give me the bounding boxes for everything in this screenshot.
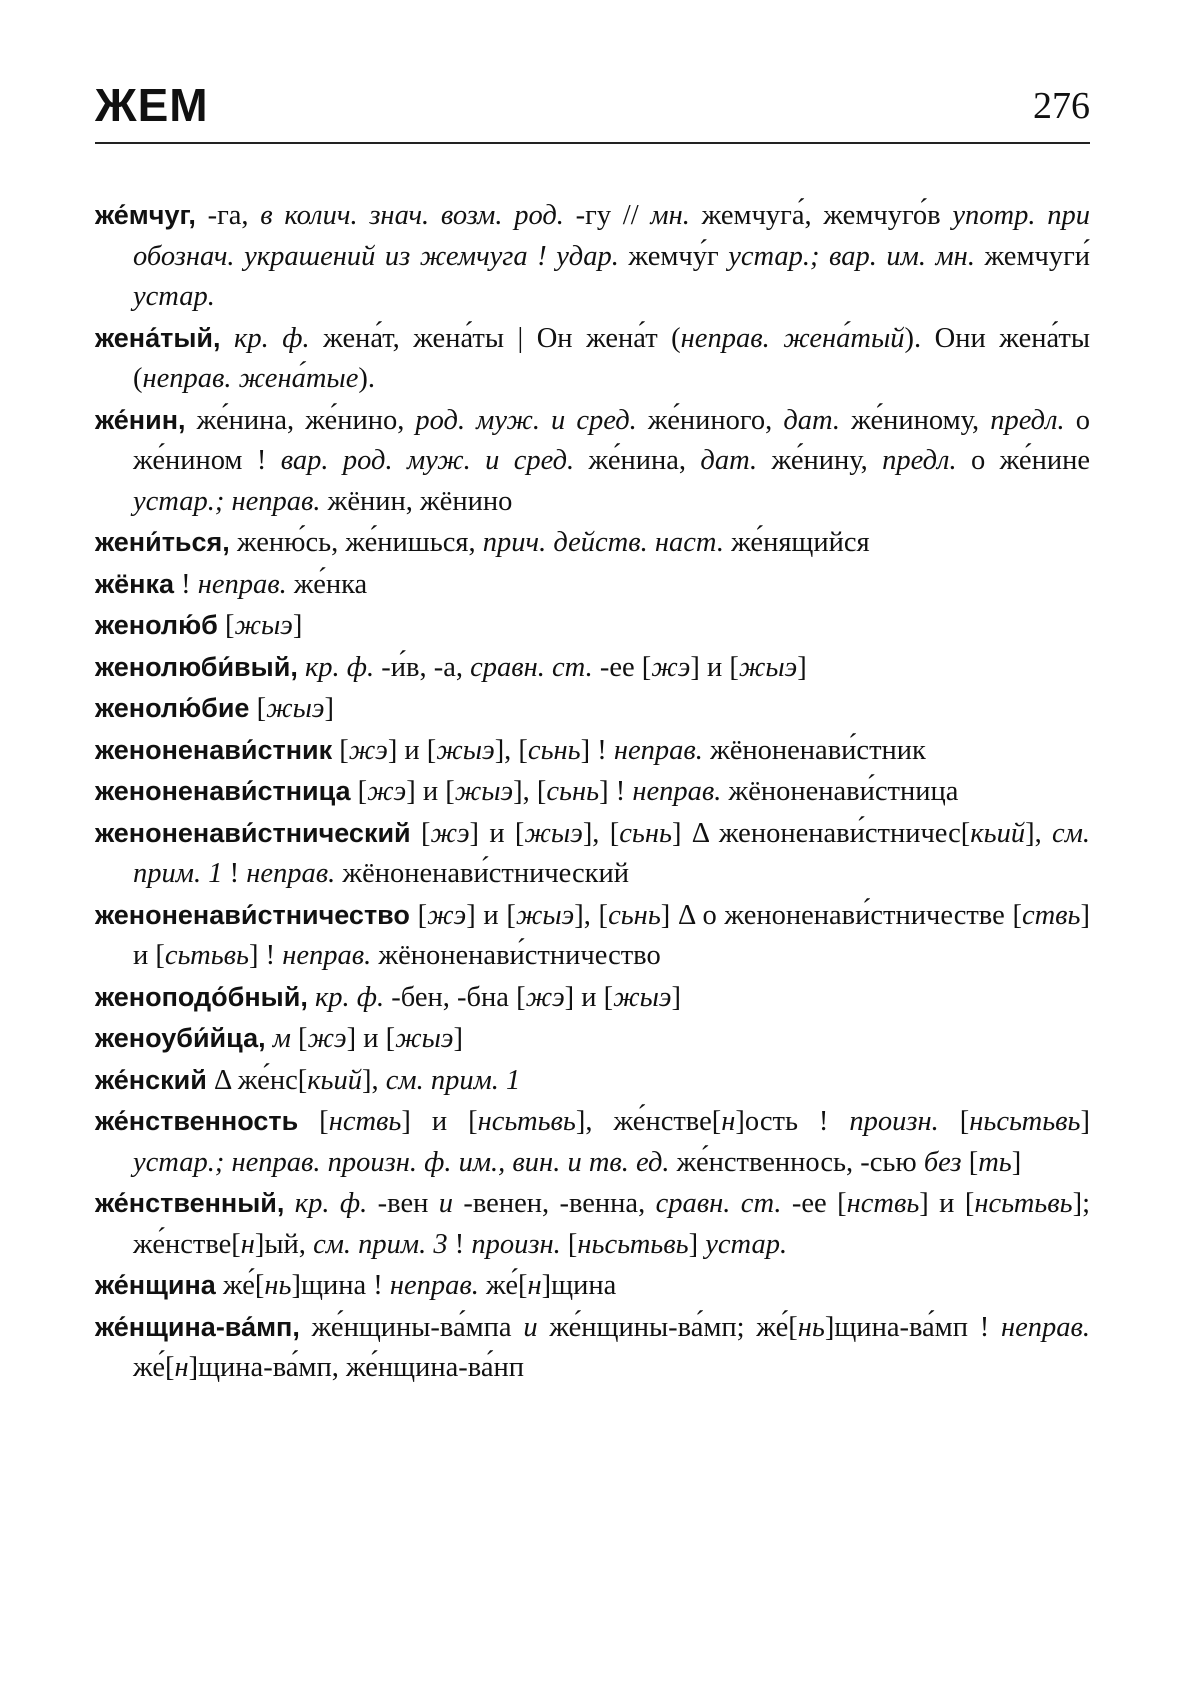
entry-label: неправ. [197, 568, 287, 600]
entry-text: [ [298, 1106, 329, 1137]
entry-text: ] и [ [401, 1106, 478, 1137]
entry-text: о же́нином ! [133, 404, 1091, 476]
entry-text: ] и [ [919, 1188, 975, 1219]
entry-label: м [272, 1023, 291, 1054]
entry-label: неправ. [632, 776, 722, 807]
entry-text: же́нина, [574, 445, 701, 476]
entry-label: жыэ [234, 610, 293, 641]
entry-text: ]щина-ва́мп, же́нщина-ва́нп [188, 1352, 524, 1383]
entry-text: же́ниному, [840, 404, 991, 436]
entry-text: жёнин, жёнино [320, 485, 513, 517]
entry-text: ] [688, 1228, 706, 1260]
entry-text: [ [332, 734, 349, 766]
entry-label: жэ [651, 651, 691, 683]
entry-text: ! [174, 568, 198, 600]
entry-headword: же́нственный, [95, 1188, 285, 1218]
entry-text: [ [217, 610, 235, 641]
entry-label: вар. род. муж. и сред. [280, 445, 575, 476]
entry-text: ] [453, 1023, 463, 1054]
dictionary-entry [95, 1183, 1090, 1265]
entry-label: предл. [990, 404, 1065, 436]
entry-label: кр. ф. [234, 322, 310, 354]
entry-text: же́[ [478, 1270, 528, 1301]
entry-text: ]щина-ва́мп ! [824, 1311, 1001, 1343]
entry-label: ньсьтьвь [577, 1228, 689, 1260]
entry-label: сьнь [527, 734, 581, 766]
entry-headword: женоненави́стнический [95, 817, 411, 848]
entry-text: -га, [195, 200, 261, 231]
dictionary-entry [95, 730, 1090, 772]
entry-headword: женоненави́стница [95, 776, 351, 806]
dictionary-entry [95, 895, 1090, 977]
entry-label: ть [978, 1146, 1012, 1178]
entry-text: -и́в, -а, [374, 651, 471, 683]
entry-text [308, 982, 315, 1013]
entry-label: ньсьтьвь [969, 1106, 1081, 1137]
entry-label: дат. [783, 404, 841, 436]
entry-headword: женоненави́стничество [95, 899, 410, 930]
entry-label: ствь [1021, 899, 1081, 931]
entry-text: ] и [ [387, 734, 437, 766]
entry-headword: жена́тый, [95, 322, 221, 353]
entry-text: -вен [367, 1188, 439, 1219]
page-number: 276 [1033, 85, 1090, 127]
entry-text: ] ! [580, 734, 614, 766]
entry-label: произн. [849, 1106, 939, 1137]
entry-headword: же́мчуг, [95, 200, 196, 230]
entry-text: же́ниного, [636, 404, 784, 436]
entry-label: жэ [367, 776, 407, 807]
entry-text: ], [ [574, 899, 609, 931]
entry-label: нсьтьвь [974, 1188, 1073, 1219]
entry-text: же́нящийся [723, 527, 870, 558]
entry-text: же́нщины-ва́мп; же́[ [537, 1311, 798, 1343]
entry-label: предл. [882, 445, 957, 476]
entry-text: [ [409, 899, 428, 931]
entry-text: же́[ [133, 1352, 175, 1383]
entry-text: ], [ [513, 776, 547, 807]
entry-text: же́нственнось, -сью [669, 1146, 924, 1178]
entry-label: кр. ф. [304, 651, 375, 683]
running-head [95, 78, 1090, 140]
entry-label: нь [264, 1270, 292, 1301]
entry-label: произн. [471, 1228, 561, 1260]
entry-text: [ [961, 1146, 979, 1178]
entry-text: ] и [ [690, 651, 739, 683]
entry-text: -бен, -бна [ [384, 981, 526, 1013]
entry-text [266, 1023, 273, 1054]
entry-text: ] Δ о женоненави́стничестве [ [660, 899, 1022, 931]
dictionary-entry [95, 647, 1090, 689]
dictionary-entry [95, 1018, 1090, 1060]
entry-label: жыэ [613, 981, 672, 1013]
entry-text: ], [ [582, 817, 620, 849]
entry-label: кьий [970, 817, 1026, 849]
entry-text: же́нину, [757, 445, 883, 476]
entry-label: н [527, 1270, 542, 1301]
entry-text: о же́нине [956, 445, 1090, 476]
entry-text: ! [222, 858, 247, 889]
entry-label: н [240, 1228, 255, 1260]
dictionary-entry [95, 1307, 1090, 1389]
dictionary-entries [95, 195, 1090, 1389]
entry-text: жена́т, жена́ты | Он жена́т ( [309, 322, 681, 354]
entry-label: устар.; вар. им. мн. [728, 240, 975, 272]
header-rule [95, 142, 1090, 144]
entry-text: жемчуга́, жемчуго́в [689, 200, 953, 231]
dictionary-entry [95, 605, 1090, 647]
entry-text: ] и [ [406, 776, 455, 807]
entry-label: неправ. [389, 1270, 479, 1301]
dictionary-entry [95, 1101, 1090, 1183]
entry-text: ] ! [249, 940, 283, 971]
entry-label: см. прим. 1 [133, 817, 1091, 889]
dictionary-entry [95, 318, 1090, 400]
entry-label: жэ [525, 981, 565, 1013]
entry-headword: женолю́бие [95, 693, 250, 723]
entry-text: [ [249, 693, 267, 724]
entry-label: неправ. [246, 858, 336, 889]
entry-text: жёноненави́стница [721, 776, 959, 807]
entry-text: ! [447, 1228, 472, 1260]
entry-text: жёноненави́стник [702, 734, 926, 766]
entry-label: сравн. ст. [470, 651, 593, 683]
entry-headword: женоненави́стник [95, 734, 333, 765]
entry-headword: же́нин, [95, 404, 186, 435]
entry-text: [ [350, 776, 368, 807]
dictionary-entry [95, 771, 1090, 813]
entry-label: нь [797, 1311, 825, 1343]
entry-label: сьтьвь [164, 940, 250, 971]
entry-text: ] Δ женоненави́стничес[ [671, 817, 971, 849]
entry-label: жыэ [515, 899, 575, 931]
entry-label: неправ. жена́тый [680, 322, 905, 354]
dictionary-entry [95, 400, 1090, 523]
entry-text: ] [292, 610, 303, 641]
dictionary-entry [95, 564, 1090, 606]
entry-label: мн. [650, 200, 690, 231]
entry-text: ] [671, 981, 682, 1013]
entry-headword: женоуби́йца, [95, 1023, 266, 1053]
entry-text [284, 1188, 294, 1219]
entry-headword: же́нский [95, 1064, 207, 1095]
entry-label: жыэ [395, 1023, 454, 1054]
entry-label: н [721, 1106, 736, 1137]
entry-text: Δ же́нс[ [206, 1064, 308, 1096]
entry-text: жёноненави́стнический [335, 858, 630, 889]
entry-text: ). [358, 363, 375, 394]
entry-text: ] и [ [346, 1023, 396, 1054]
entry-text: же́нщины-ва́мпа [299, 1311, 524, 1343]
entry-headword: же́нственность [95, 1106, 299, 1136]
entry-text: ] [797, 651, 807, 683]
entry-headword: женолюби́вый, [95, 651, 298, 682]
entry-text: -гу // [563, 200, 651, 231]
entry-label: устар. [705, 1228, 788, 1260]
entry-label: н [174, 1352, 189, 1383]
entry-text: [ [410, 817, 431, 849]
entry-label: устар.; неправ. произн. ф. им., вин. и тв. ед. [133, 1146, 670, 1178]
entry-text: ]щина ! [291, 1270, 390, 1301]
entry-label: без [923, 1146, 962, 1178]
dictionary-entry [95, 1265, 1090, 1307]
entry-label: неправ. [282, 940, 372, 971]
entry-label: жэ [348, 734, 388, 766]
entry-label: прич. действ. наст. [482, 527, 724, 558]
entry-headword: женоподо́бный, [95, 981, 308, 1012]
entry-text: женю́сь, же́нишься, [229, 527, 483, 558]
entry-text [298, 652, 305, 683]
entry-label: кр. ф. [314, 981, 385, 1013]
entry-label: жэ [307, 1023, 347, 1054]
entry-text: ). Они жена́ты ( [133, 322, 1091, 394]
entry-headword: женолю́б [95, 610, 218, 640]
entry-text: ], же́нстве[ [575, 1106, 722, 1137]
running-head-word: ЖЕМ [95, 79, 209, 131]
entry-label: жыэ [454, 776, 514, 807]
entry-label: жэ [430, 817, 470, 849]
entry-label: жыэ [738, 651, 798, 683]
entry-text: ]; же́нстве[ [133, 1188, 1091, 1260]
entry-label: жыэ [266, 693, 325, 724]
entry-text: -ее [ [592, 651, 652, 683]
entry-label: неправ. [613, 734, 703, 766]
entry-text: же́[ [215, 1270, 265, 1301]
entry-text: жёноненави́стничество [371, 940, 661, 971]
entry-text: -ее [ [781, 1188, 847, 1219]
dictionary-entry [95, 1060, 1090, 1102]
entry-label: род. муж. и сред. [415, 404, 637, 436]
entry-text: [ [560, 1228, 578, 1260]
entry-label: кьий [307, 1064, 363, 1096]
dictionary-entry [95, 522, 1090, 564]
entry-text: ]щина [541, 1270, 617, 1301]
entry-text: жемчуги́ [974, 240, 1091, 272]
entry-label: сьнь [619, 817, 672, 849]
entry-label: и [523, 1311, 538, 1343]
entry-label: см. прим. 3 [313, 1228, 448, 1260]
entry-label: кр. ф. [294, 1188, 368, 1219]
entry-label: неправ. [1000, 1311, 1090, 1343]
entry-label: устар.; неправ. [133, 485, 321, 517]
entry-text: ] и [ [469, 817, 525, 849]
entry-text: ], [362, 1064, 386, 1096]
entry-headword: жени́ться, [95, 527, 230, 557]
entry-label: и [438, 1188, 453, 1219]
entry-label: нствь [328, 1106, 402, 1137]
entry-label: устар. [133, 281, 215, 312]
entry-text: же́нка [286, 568, 368, 600]
dictionary-entry [95, 688, 1090, 730]
dictionary-entry [95, 813, 1090, 895]
dictionary-entry [95, 977, 1090, 1019]
entry-text: жемчу́г [618, 240, 729, 272]
entry-text [221, 323, 235, 354]
dictionary-entry [95, 195, 1090, 318]
entry-label: сьнь [608, 899, 661, 931]
entry-text: ], [ [494, 734, 528, 766]
entry-text: [ [290, 1023, 308, 1054]
entry-text: ]ый, [254, 1228, 314, 1260]
entry-headword: же́нщина [95, 1270, 216, 1300]
entry-text: -венен, -венна, [453, 1188, 656, 1219]
entry-text: ] [324, 693, 334, 724]
entry-text: ] ! [599, 776, 633, 807]
entry-text: ] [1080, 1106, 1091, 1137]
entry-label: жыэ [524, 817, 583, 849]
entry-text: ] и [ [564, 981, 614, 1013]
entry-text: ]ость ! [735, 1106, 850, 1137]
entry-label: дат. [700, 445, 758, 476]
entry-text: ] и [ [133, 899, 1091, 971]
entry-label: сьнь [546, 776, 600, 807]
entry-label: употр. при обознач. украшений из жемчуга ! удар. [133, 200, 1090, 272]
entry-text: ] и [ [466, 899, 516, 931]
entry-text: [ [938, 1106, 970, 1137]
entry-label: жэ [427, 899, 467, 931]
entry-label: в колич. знач. возм. род. [260, 200, 564, 231]
entry-label: жыэ [436, 734, 495, 766]
entry-label: см. прим. 1 [385, 1064, 521, 1096]
entry-label: сравн. ст. [655, 1188, 782, 1219]
entry-label: нствь [846, 1188, 920, 1219]
entry-text: ], [1025, 817, 1053, 849]
entry-text: же́нина, же́нино, [185, 404, 416, 436]
entry-label: нсьтьвь [477, 1106, 576, 1137]
entry-headword: же́нщина-ва́мп, [95, 1311, 300, 1342]
entry-headword: жёнка [95, 568, 174, 599]
entry-text: ] [1011, 1146, 1022, 1178]
entry-label: неправ. жена́тые [142, 363, 359, 394]
